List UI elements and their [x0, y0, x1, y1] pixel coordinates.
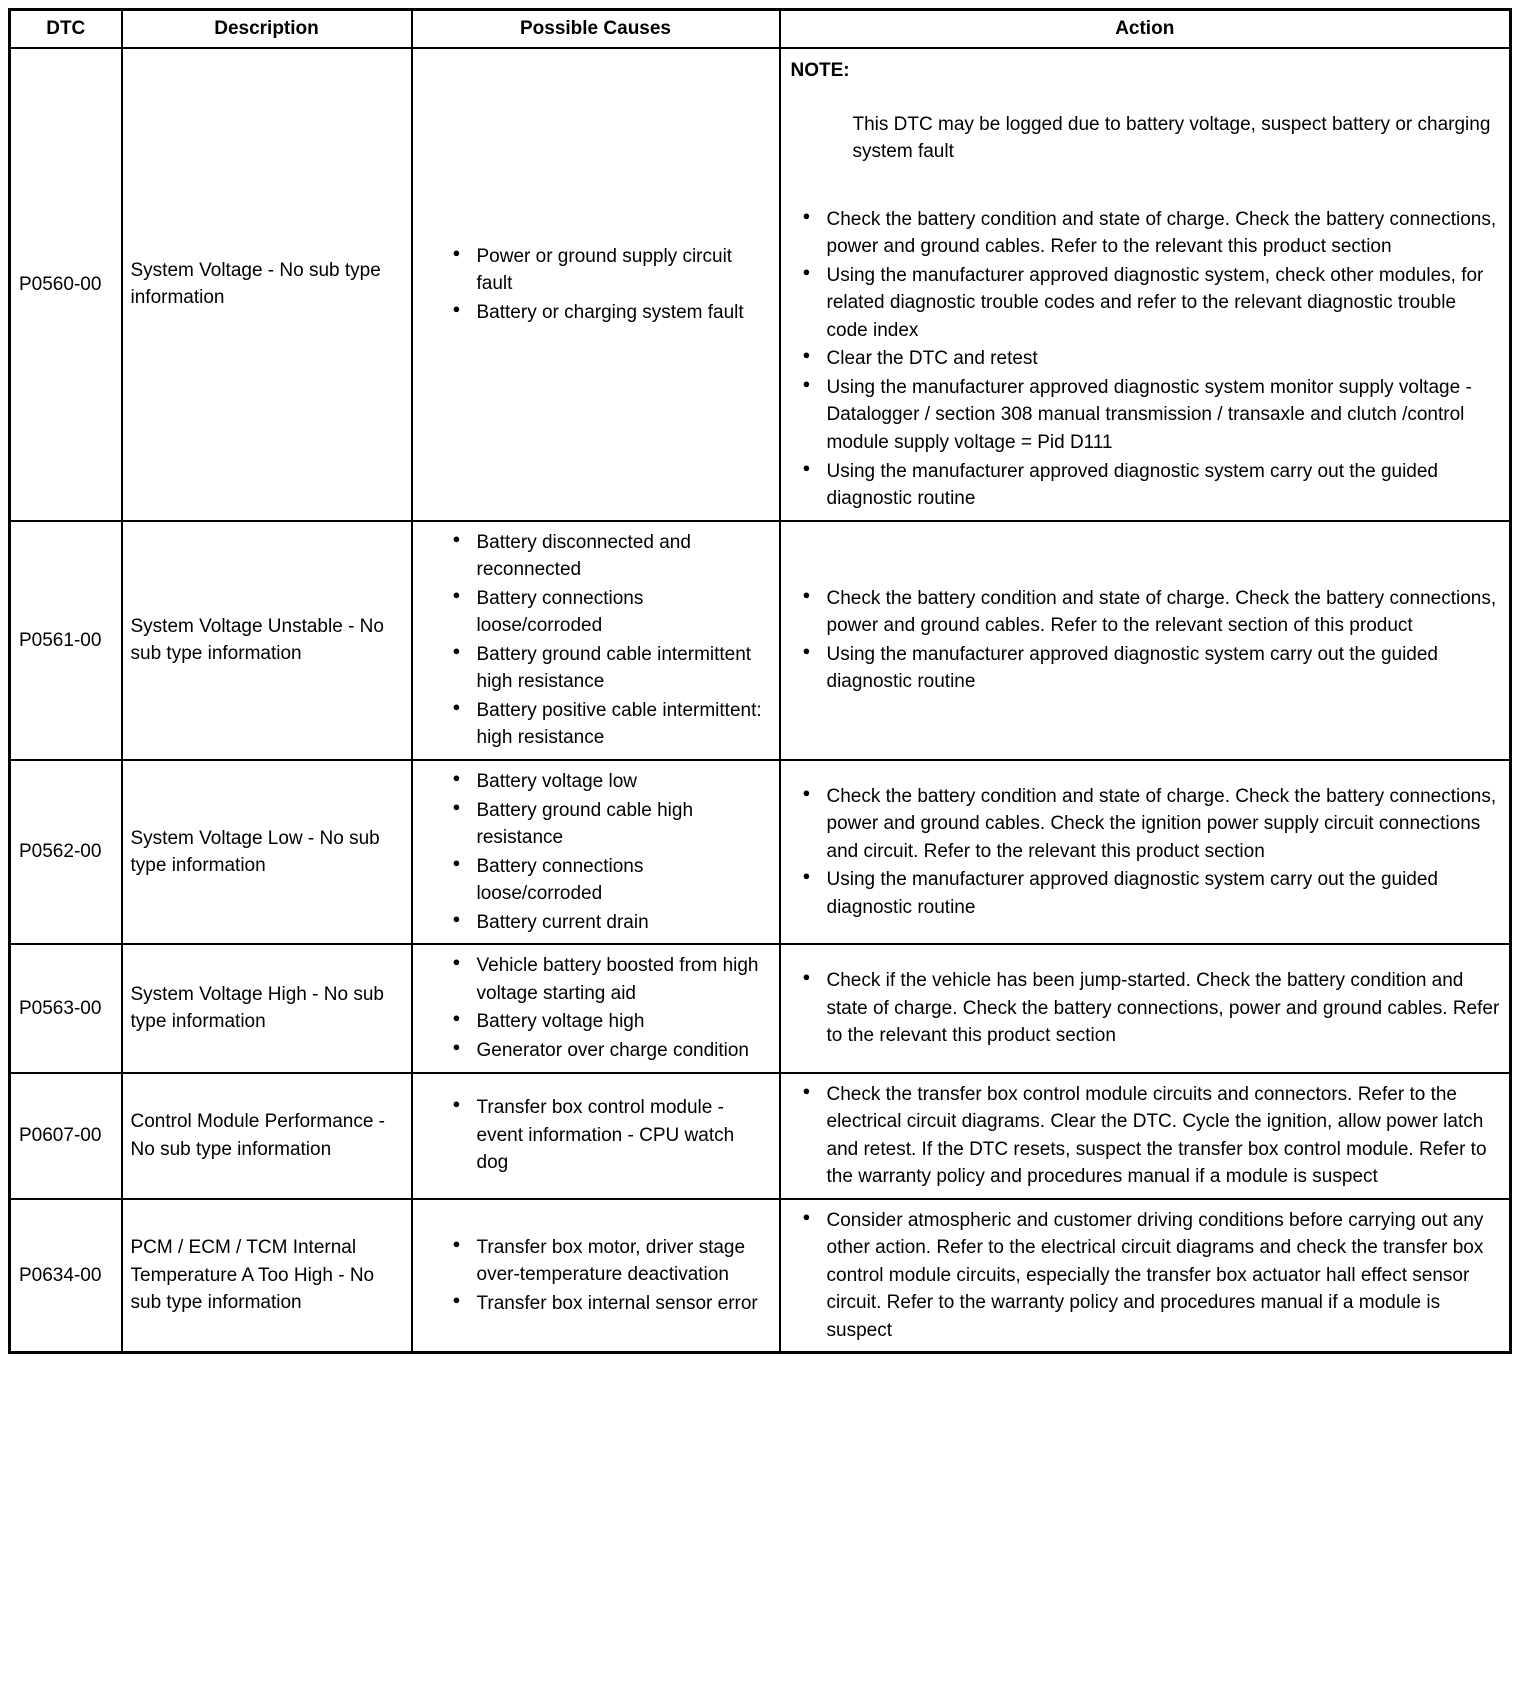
action-item: ● Check the transfer box control module circuits and connectors. Refer to the electrical circuit diagrams. Clear the DTC. Cycle the ignition, allow power latch and retest. If the DTC resets, suspect the transfer box control module. Refer to the warranty policy and procedures manual if a module is suspect: [799, 1081, 1502, 1191]
causes-list: [421, 1094, 771, 1177]
causes-list: [421, 243, 771, 327]
action-item: ● Using the manufacturer approved diagnostic system carry out the guided diagnostic routine: [799, 458, 1502, 513]
action-cell: [780, 1199, 1511, 1353]
action-item: ● Check the battery condition and state of charge. Check the battery connections, power and ground cables. Refer to the relevant this product section: [799, 206, 1502, 261]
note-text: This DTC may be logged due to battery voltage, suspect battery or charging system fault: [852, 113, 1491, 163]
possible-causes-cell: [412, 760, 780, 944]
action-item: ● Using the manufacturer approved diagnostic system monitor supply voltage - Datalogger / section 308 manual transmission / transaxle and clutch /control module supply voltage = Pid D111: [799, 374, 1502, 457]
table-row: [10, 1073, 1511, 1199]
causes-list: [421, 952, 771, 1064]
action-item: ● Clear the DTC and retest: [799, 345, 1502, 373]
table-row: [10, 48, 1511, 521]
possible-causes-cell: [412, 1199, 780, 1353]
action-item: ● Using the manufacturer approved diagnostic system carry out the guided diagnostic routine: [799, 641, 1502, 696]
dtc-code-cell: P0563-00: [10, 944, 122, 1072]
action-cell: [780, 944, 1511, 1072]
action-item: ● Check the battery condition and state of charge. Check the battery connections, power and ground cables. Refer to the relevant section of this product: [799, 585, 1502, 640]
actions-list: [789, 967, 1502, 1050]
table-header: [10, 10, 1511, 49]
possible-causes-cell: [412, 521, 780, 760]
note-label: NOTE:: [790, 60, 850, 81]
dtc-code-cell: P0561-00: [10, 521, 122, 760]
action-item: ● Check the battery condition and state of charge. Check the battery connections, power and ground cables. Check the ignition power supply circuit connections and circuit. Refer to the relevant this product section: [799, 783, 1502, 866]
action-item: ● Using the manufacturer approved diagnostic system carry out the guided diagnostic routine: [799, 866, 1502, 921]
actions-list: [789, 585, 1502, 696]
cause-item: ● Transfer box internal sensor error: [449, 1290, 771, 1318]
cause-item: ● Transfer box motor, driver stage over-temperature deactivation: [449, 1234, 771, 1289]
cause-item: ● Battery disconnected and reconnected: [449, 529, 771, 584]
description-cell: System Voltage Low - No sub type information: [122, 760, 412, 944]
cause-item: ● Battery ground cable high resistance: [449, 797, 771, 852]
table-row: [10, 1199, 1511, 1353]
header-row: [10, 10, 1511, 49]
action-cell: [780, 760, 1511, 944]
possible-causes-cell: [412, 1073, 780, 1199]
cause-item: ● Battery connections loose/corroded: [449, 853, 771, 908]
header-action: Action: [780, 10, 1511, 49]
cause-item: ● Vehicle battery boosted from high voltage starting aid: [449, 952, 771, 1007]
description-cell: PCM / ECM / TCM Internal Temperature A Too High - No sub type information: [122, 1199, 412, 1353]
description-cell: System Voltage High - No sub type information: [122, 944, 412, 1072]
description-cell: Control Module Performance - No sub type information: [122, 1073, 412, 1199]
header-dtc: DTC: [10, 10, 122, 49]
table-row: [10, 760, 1511, 944]
possible-causes-cell: [412, 944, 780, 1072]
description-cell: System Voltage - No sub type information: [122, 48, 412, 521]
actions-list: [789, 206, 1502, 513]
dtc-code-cell: P0562-00: [10, 760, 122, 944]
actions-list: [789, 783, 1502, 922]
cause-item: ● Battery ground cable intermittent high resistance: [449, 641, 771, 696]
cause-item: ● Transfer box control module - event information - CPU watch dog: [449, 1094, 771, 1177]
action-cell: [780, 1073, 1511, 1199]
cause-item: ● Generator over charge condition: [449, 1037, 771, 1065]
action-item: ● Consider atmospheric and customer driving conditions before carrying out any other action. Refer to the electrical circuit diagrams and check the transfer box control module circuits, especially the transfer box actuator hall effect sensor circuit. Refer to the warranty policy and procedures manual if a module is suspect: [799, 1207, 1502, 1345]
dtc-table: [8, 8, 1512, 1354]
actions-list: [789, 1207, 1502, 1345]
header-description: Description: [122, 10, 412, 49]
causes-list: [421, 529, 771, 752]
cause-item: ● Battery voltage high: [449, 1008, 771, 1036]
description-cell: System Voltage Unstable - No sub type information: [122, 521, 412, 760]
action-item: ● Using the manufacturer approved diagnostic system, check other modules, for related diagnostic trouble codes and refer to the relevant diagnostic trouble code index: [799, 262, 1502, 345]
header-possible-causes: Possible Causes: [412, 10, 780, 49]
table-row: [10, 944, 1511, 1072]
cause-item: ● Battery or charging system fault: [449, 299, 771, 327]
causes-list: [421, 768, 771, 936]
table-body: [10, 48, 1511, 1353]
dtc-code-cell: P0560-00: [10, 48, 122, 521]
table-row: [10, 521, 1511, 760]
dtc-code-cell: P0634-00: [10, 1199, 122, 1353]
causes-list: [421, 1234, 771, 1318]
dtc-code-cell: P0607-00: [10, 1073, 122, 1199]
cause-item: ● Battery positive cable intermittent: high resistance: [449, 697, 771, 752]
cause-item: ● Battery connections loose/corroded: [449, 585, 771, 640]
cause-item: ● Battery voltage low: [449, 768, 771, 796]
cause-item: ● Power or ground supply circuit fault: [449, 243, 771, 298]
action-cell: [780, 521, 1511, 760]
action-item: ● Check if the vehicle has been jump-started. Check the battery condition and state of charge. Check the battery connections, power and ground cables. Refer to the relevant this product section: [799, 967, 1502, 1050]
action-cell: [780, 48, 1511, 521]
cause-item: ● Battery current drain: [449, 909, 771, 937]
actions-list: [789, 1081, 1502, 1191]
possible-causes-cell: [412, 48, 780, 521]
